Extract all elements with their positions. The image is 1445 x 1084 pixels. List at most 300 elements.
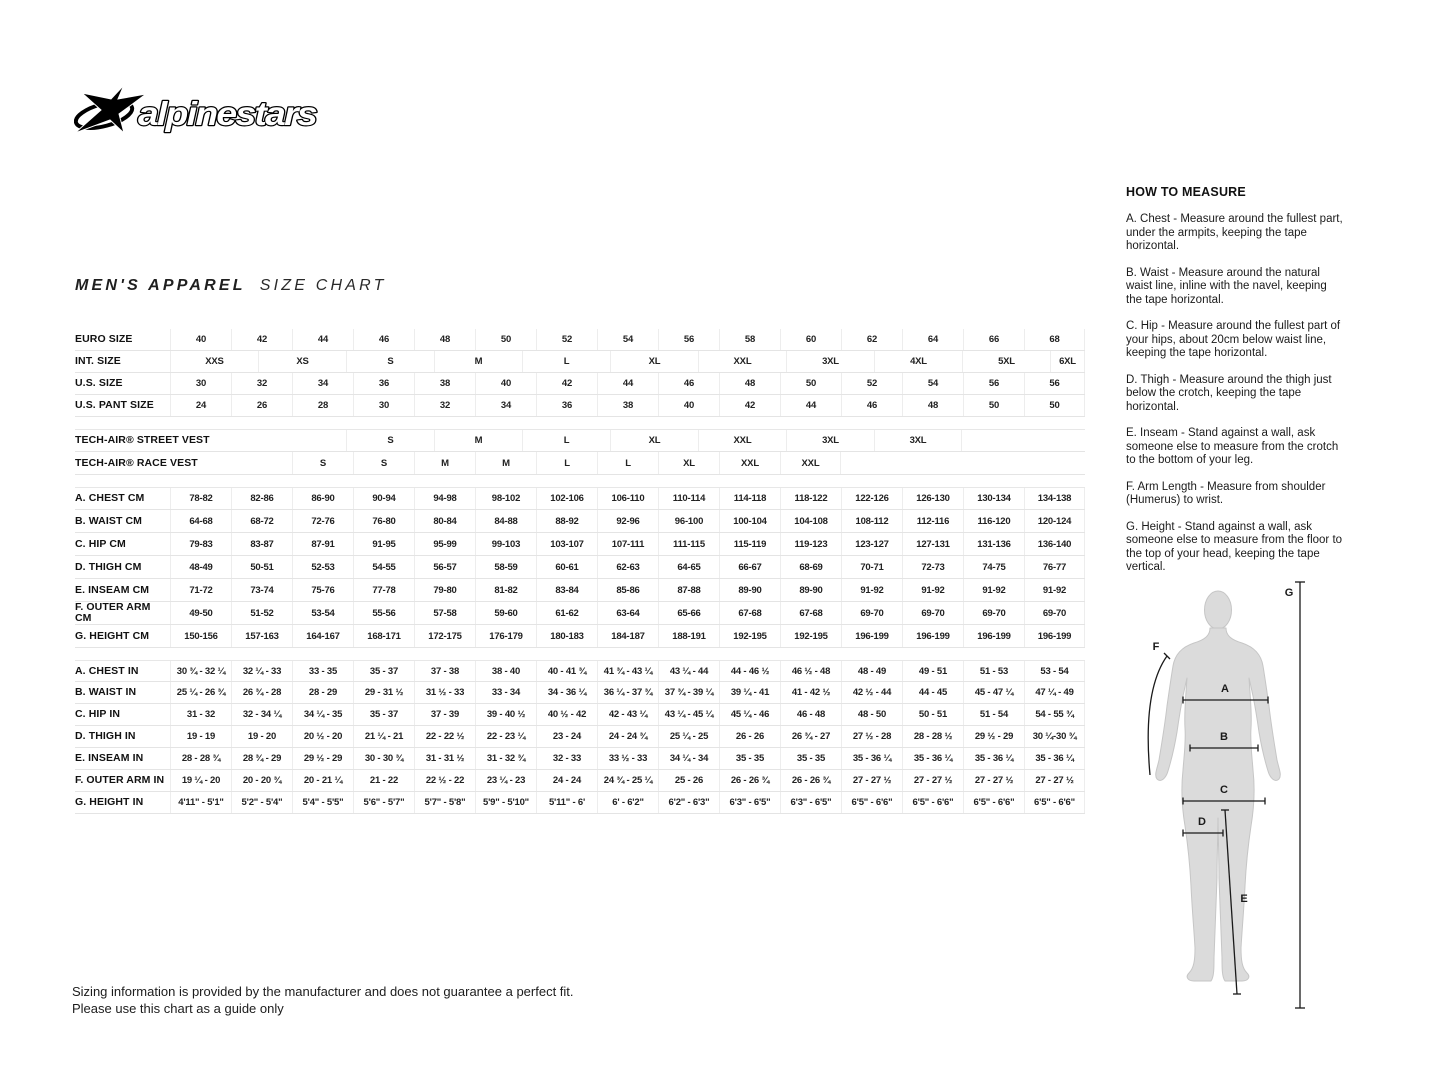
table-cell: 42 - 43 ¼ bbox=[597, 704, 658, 725]
label-f: F bbox=[1152, 641, 1160, 653]
table-cell: 39 ¼ - 41 bbox=[719, 682, 780, 703]
table-row bbox=[75, 625, 1085, 648]
table-cell: 42 ½ - 44 bbox=[841, 682, 902, 703]
table-cell: 40 bbox=[475, 373, 536, 394]
table-row bbox=[75, 770, 1085, 792]
table-cell: M bbox=[414, 452, 475, 474]
table-cell: 69-70 bbox=[963, 602, 1024, 624]
row-cells bbox=[170, 556, 1085, 578]
table-cell: 35 - 36 ¼ bbox=[963, 748, 1024, 769]
table-cell: 6'3" - 6'5" bbox=[780, 792, 841, 813]
table-cell: 35 - 35 bbox=[719, 748, 780, 769]
table-cell: 35 - 36 ¼ bbox=[1024, 748, 1085, 769]
table-cell: 116-120 bbox=[963, 510, 1024, 532]
table-row bbox=[75, 329, 1085, 351]
table-cell: 45 - 47 ¼ bbox=[963, 682, 1024, 703]
table-cell: 44 - 45 bbox=[902, 682, 963, 703]
table-cell: 6'5" - 6'6" bbox=[902, 792, 963, 813]
row-cells bbox=[170, 430, 1085, 451]
table-cell: 91-95 bbox=[353, 533, 414, 555]
table-cell: 30 - 30 ¾ bbox=[353, 748, 414, 769]
table-section-gap bbox=[75, 648, 1085, 660]
row-cells bbox=[170, 748, 1085, 769]
row-cells bbox=[170, 452, 1085, 474]
table-cell: 31 ½ - 33 bbox=[414, 682, 475, 703]
table-cell: 90-94 bbox=[353, 488, 414, 509]
row-label: INT. SIZE bbox=[75, 355, 121, 367]
table-cell: 38 - 40 bbox=[475, 661, 536, 681]
table-cell: 20 - 20 ¾ bbox=[231, 770, 292, 791]
table-cell: 48 bbox=[719, 373, 780, 394]
table-cell: 80-84 bbox=[414, 510, 475, 532]
table-cell: 44 bbox=[780, 395, 841, 416]
table-cell: 104-108 bbox=[780, 510, 841, 532]
table-cell: 77-78 bbox=[353, 579, 414, 601]
table-cell: 63-64 bbox=[597, 602, 658, 624]
table-cell: 76-77 bbox=[1024, 556, 1085, 578]
table-cell: 6'5" - 6'6" bbox=[963, 792, 1024, 813]
table-cell: 44 bbox=[597, 373, 658, 394]
table-cell: 30 bbox=[353, 395, 414, 416]
table-cell: 106-110 bbox=[597, 488, 658, 509]
table-cell: 26 - 26 ¾ bbox=[780, 770, 841, 791]
label-e: E bbox=[1240, 893, 1248, 905]
table-cell: 21 - 22 bbox=[353, 770, 414, 791]
table-row bbox=[75, 351, 1085, 373]
title-size-chart: SIZE CHART bbox=[259, 277, 387, 294]
table-cell: 48 bbox=[902, 395, 963, 416]
table-cell: XXL bbox=[780, 452, 841, 474]
measure-instruction: C. Hip - Measure around the fullest part of your hips, about 20cm below waist line, keeping the tape horizontal. bbox=[1126, 320, 1341, 359]
row-cells bbox=[170, 792, 1085, 813]
table-cell: 40 ½ - 42 bbox=[536, 704, 597, 725]
table-cell: 32 - 33 bbox=[536, 748, 597, 769]
table-cell: 37 - 39 bbox=[414, 704, 475, 725]
table-cell: 34 ¼ - 34 bbox=[658, 748, 719, 769]
table-cell: 25 ¼ - 26 ¾ bbox=[170, 682, 231, 703]
table-cell: 68-72 bbox=[231, 510, 292, 532]
table-cell: 76-80 bbox=[353, 510, 414, 532]
measure-instruction: G. Height - Stand against a wall, ask someone else to measure from the floor to the top of your head, keeping the tape vertical. bbox=[1126, 520, 1343, 573]
row-label: EURO SIZE bbox=[75, 333, 133, 345]
title-men-apparel: MEN'S APPAREL bbox=[75, 277, 246, 294]
table-cell: 45 ¼ - 46 bbox=[719, 704, 780, 725]
table-cell: 48 bbox=[414, 329, 475, 350]
table-cell: 103-107 bbox=[536, 533, 597, 555]
table-cell: 19 ¼ - 20 bbox=[170, 770, 231, 791]
table-cell: 59-60 bbox=[475, 602, 536, 624]
row-label: A. CHEST IN bbox=[75, 664, 139, 677]
row-cells bbox=[170, 395, 1085, 416]
table-cell: 5'9" - 5'10" bbox=[475, 792, 536, 813]
table-cell: 89-90 bbox=[780, 579, 841, 601]
row-label: A. CHEST CM bbox=[75, 492, 145, 504]
row-cells bbox=[170, 661, 1085, 681]
row-label: U.S. PANT SIZE bbox=[75, 399, 154, 411]
row-label: C. HIP IN bbox=[75, 708, 121, 720]
row-cells bbox=[170, 373, 1085, 394]
cell-spacer bbox=[170, 430, 346, 451]
row-cells bbox=[170, 602, 1085, 624]
table-cell: 27 - 27 ½ bbox=[963, 770, 1024, 791]
table-cell: 168-171 bbox=[353, 625, 414, 647]
measure-instruction: D. Thigh - Measure around the thigh just below the crotch, keeping the tape horizontal. bbox=[1126, 373, 1332, 413]
table-cell: 79-80 bbox=[414, 579, 475, 601]
table-cell: 36 ¼ - 37 ¾ bbox=[597, 682, 658, 703]
table-cell: 115-119 bbox=[719, 533, 780, 555]
table-cell: 27 - 27 ½ bbox=[841, 770, 902, 791]
table-cell: 35 - 37 bbox=[353, 661, 414, 681]
table-cell: 49-50 bbox=[170, 602, 231, 624]
disclaimer bbox=[72, 984, 574, 1017]
row-cells bbox=[170, 625, 1085, 647]
how-to-measure-panel bbox=[1126, 185, 1344, 588]
table-cell: 4'11" - 5'1" bbox=[170, 792, 231, 813]
table-row bbox=[75, 556, 1085, 579]
table-cell: 6'5" - 6'6" bbox=[1024, 792, 1085, 813]
table-cell: 26 - 26 ¾ bbox=[719, 770, 780, 791]
table-cell: 6'5" - 6'6" bbox=[841, 792, 902, 813]
table-cell: 28 bbox=[292, 395, 353, 416]
table-cell: 50-51 bbox=[231, 556, 292, 578]
table-cell: 112-116 bbox=[902, 510, 963, 532]
table-cell: 31 - 32 bbox=[170, 704, 231, 725]
table-cell: 98-102 bbox=[475, 488, 536, 509]
table-cell: 176-179 bbox=[475, 625, 536, 647]
table-cell: 52 bbox=[841, 373, 902, 394]
table-cell: 196-199 bbox=[963, 625, 1024, 647]
table-cell: 69-70 bbox=[1024, 602, 1085, 624]
table-cell: 40 - 41 ¾ bbox=[536, 661, 597, 681]
table-cell: 86-90 bbox=[292, 488, 353, 509]
table-cell: 49 - 51 bbox=[902, 661, 963, 681]
page-title bbox=[75, 277, 387, 295]
table-cell: 51 - 53 bbox=[963, 661, 1024, 681]
table-cell: 108-112 bbox=[841, 510, 902, 532]
table-cell: 54 - 55 ¾ bbox=[1024, 704, 1085, 725]
table-cell: 54-55 bbox=[353, 556, 414, 578]
table-cell: 196-199 bbox=[841, 625, 902, 647]
row-cells bbox=[170, 510, 1085, 532]
table-cell: 164-167 bbox=[292, 625, 353, 647]
table-cell: S bbox=[346, 430, 434, 451]
table-cell: 67-68 bbox=[780, 602, 841, 624]
row-label: C. HIP CM bbox=[75, 537, 126, 550]
table-cell: 66 bbox=[963, 329, 1024, 350]
table-cell: 131-136 bbox=[963, 533, 1024, 555]
table-cell: 83-87 bbox=[231, 533, 292, 555]
table-cell: 57-58 bbox=[414, 602, 475, 624]
disclaimer-line-1: Sizing information is provided by the manufacturer and does not guarantee a perfect fit. bbox=[72, 984, 574, 999]
table-cell: 89-90 bbox=[719, 579, 780, 601]
cell-spacer bbox=[170, 452, 292, 474]
table-cell: 136-140 bbox=[1024, 533, 1085, 555]
row-label: TECH-AIR® STREET VEST bbox=[75, 434, 210, 446]
table-cell: 68 bbox=[1024, 329, 1085, 350]
table-row bbox=[75, 373, 1085, 395]
table-cell: 157-163 bbox=[231, 625, 292, 647]
figure-body-silhouette bbox=[1156, 628, 1281, 981]
table-cell: 92-96 bbox=[597, 510, 658, 532]
measure-instruction: B. Waist - Measure around the natural waist line, inline with the navel, keeping the tape horizontal. bbox=[1126, 266, 1327, 306]
table-cell: 3XL bbox=[786, 351, 874, 372]
table-cell: 53-54 bbox=[292, 602, 353, 624]
table-cell: 34 ¼ - 35 bbox=[292, 704, 353, 725]
table-cell: 192-195 bbox=[719, 625, 780, 647]
table-cell: S bbox=[292, 452, 353, 474]
table-row bbox=[75, 660, 1085, 682]
table-cell: 48 - 50 bbox=[841, 704, 902, 725]
table-cell: 99-103 bbox=[475, 533, 536, 555]
table-cell: 32 bbox=[414, 395, 475, 416]
table-row bbox=[75, 602, 1085, 625]
table-cell: 53 - 54 bbox=[1024, 661, 1085, 681]
table-cell: 20 ½ - 20 bbox=[292, 726, 353, 747]
row-label: F. OUTER ARM CM bbox=[75, 601, 151, 624]
table-row bbox=[75, 510, 1085, 533]
table-cell: 27 ½ - 28 bbox=[841, 726, 902, 747]
table-cell: 19 - 20 bbox=[231, 726, 292, 747]
table-cell: 32 bbox=[231, 373, 292, 394]
table-cell: 72-73 bbox=[902, 556, 963, 578]
table-cell: 42 bbox=[719, 395, 780, 416]
table-cell: 110-114 bbox=[658, 488, 719, 509]
table-cell: 34 bbox=[292, 373, 353, 394]
table-cell: 25 ¼ - 25 bbox=[658, 726, 719, 747]
table-cell: 91-92 bbox=[902, 579, 963, 601]
table-cell: S bbox=[353, 452, 414, 474]
table-cell: 25 - 26 bbox=[658, 770, 719, 791]
table-cell: 50 bbox=[1024, 395, 1085, 416]
table-cell: 28 ¾ - 29 bbox=[231, 748, 292, 769]
table-cell: 28 - 29 bbox=[292, 682, 353, 703]
label-a: A bbox=[1221, 683, 1229, 695]
table-cell: 180-183 bbox=[536, 625, 597, 647]
row-label: E. INSEAM IN bbox=[75, 752, 144, 764]
figure-head bbox=[1205, 591, 1232, 629]
table-cell: 48-49 bbox=[170, 556, 231, 578]
measure-instruction: A. Chest - Measure around the fullest part, under the armpits, keeping the tape horizontal. bbox=[1126, 213, 1343, 252]
table-cell: 122-126 bbox=[841, 488, 902, 509]
table-cell: 43 ¼ - 44 bbox=[658, 661, 719, 681]
table-cell: 3XL bbox=[786, 430, 874, 451]
table-cell: 22 ½ - 22 bbox=[414, 770, 475, 791]
table-cell: 30 ¼-30 ¾ bbox=[1024, 726, 1085, 747]
table-cell: 69-70 bbox=[841, 602, 902, 624]
table-cell: 46 bbox=[658, 373, 719, 394]
table-cell: 26 ¾ - 27 bbox=[780, 726, 841, 747]
table-cell: 54 bbox=[597, 329, 658, 350]
table-cell: 30 ¾ - 32 ¼ bbox=[170, 661, 231, 681]
table-cell: 26 bbox=[231, 395, 292, 416]
table-row bbox=[75, 682, 1085, 704]
how-to-measure-title: HOW TO MEASURE bbox=[1126, 185, 1246, 199]
label-g: G bbox=[1284, 587, 1294, 599]
table-cell: 24 ¾ - 25 ¼ bbox=[597, 770, 658, 791]
table-cell: 31 - 32 ¾ bbox=[475, 748, 536, 769]
table-cell: 46 bbox=[353, 329, 414, 350]
table-cell: 50 bbox=[475, 329, 536, 350]
table-cell: XXS bbox=[170, 351, 258, 372]
table-cell: 55-56 bbox=[353, 602, 414, 624]
table-cell: 94-98 bbox=[414, 488, 475, 509]
table-cell: 46 bbox=[841, 395, 902, 416]
table-cell: 54 bbox=[902, 373, 963, 394]
table-cell: 120-124 bbox=[1024, 510, 1085, 532]
row-cells bbox=[170, 533, 1085, 555]
table-cell: 50 bbox=[963, 395, 1024, 416]
table-cell: 29 ½ - 29 bbox=[292, 748, 353, 769]
table-row bbox=[75, 579, 1085, 602]
table-cell: 31 - 31 ½ bbox=[414, 748, 475, 769]
table-cell: 71-72 bbox=[170, 579, 231, 601]
table-cell: 73-74 bbox=[231, 579, 292, 601]
table-row bbox=[75, 487, 1085, 510]
table-cell: 41 - 42 ½ bbox=[780, 682, 841, 703]
table-cell: 64-65 bbox=[658, 556, 719, 578]
table-cell: XXL bbox=[719, 452, 780, 474]
row-label: B. WAIST IN bbox=[75, 686, 137, 698]
table-row bbox=[75, 726, 1085, 748]
table-cell: 34 bbox=[475, 395, 536, 416]
table-cell: 68-69 bbox=[780, 556, 841, 578]
table-cell: 56-57 bbox=[414, 556, 475, 578]
table-cell: 85-86 bbox=[597, 579, 658, 601]
table-cell: 24 - 24 bbox=[536, 770, 597, 791]
table-cell: 50 - 51 bbox=[902, 704, 963, 725]
table-row bbox=[75, 533, 1085, 556]
row-label: G. HEIGHT IN bbox=[75, 796, 144, 808]
table-cell: 130-134 bbox=[963, 488, 1024, 509]
row-cells bbox=[170, 770, 1085, 791]
table-cell: 38 bbox=[414, 373, 475, 394]
row-cells bbox=[170, 329, 1085, 350]
table-cell: 5'6" - 5'7" bbox=[353, 792, 414, 813]
table-cell: 37 - 38 bbox=[414, 661, 475, 681]
table-cell: 6XL bbox=[1050, 351, 1085, 372]
row-label: TECH-AIR® RACE VEST bbox=[75, 456, 198, 469]
table-cell: 52-53 bbox=[292, 556, 353, 578]
table-cell: 33 - 35 bbox=[292, 661, 353, 681]
table-cell: 44 - 46 ½ bbox=[719, 661, 780, 681]
table-cell: 50 bbox=[780, 373, 841, 394]
table-section-gap bbox=[75, 475, 1085, 487]
row-label: B. WAIST CM bbox=[75, 514, 143, 527]
table-cell: 27 - 27 ½ bbox=[902, 770, 963, 791]
table-cell: 126-130 bbox=[902, 488, 963, 509]
table-cell: XL bbox=[610, 430, 698, 451]
table-cell: L bbox=[522, 430, 610, 451]
table-cell: 62-63 bbox=[597, 556, 658, 578]
table-cell: 46 - 48 bbox=[780, 704, 841, 725]
size-table bbox=[75, 329, 1085, 814]
table-cell: 127-131 bbox=[902, 533, 963, 555]
table-cell: 111-115 bbox=[658, 533, 719, 555]
table-cell: 19 - 19 bbox=[170, 726, 231, 747]
table-cell: 32 ¼ - 33 bbox=[231, 661, 292, 681]
table-cell: 5XL bbox=[962, 351, 1050, 372]
table-cell: 27 - 27 ½ bbox=[1024, 770, 1085, 791]
table-cell: 42 bbox=[231, 329, 292, 350]
table-cell: 75-76 bbox=[292, 579, 353, 601]
table-cell: 91-92 bbox=[963, 579, 1024, 601]
table-cell: 188-191 bbox=[658, 625, 719, 647]
row-cells bbox=[170, 579, 1085, 601]
table-row bbox=[75, 748, 1085, 770]
table-cell: M bbox=[434, 430, 522, 451]
table-cell: XS bbox=[258, 351, 346, 372]
table-cell: 23 - 24 bbox=[536, 726, 597, 747]
row-label: G. HEIGHT CM bbox=[75, 629, 150, 642]
table-cell: 26 ¾ - 28 bbox=[231, 682, 292, 703]
table-cell: 56 bbox=[658, 329, 719, 350]
table-cell: 91-92 bbox=[841, 579, 902, 601]
table-cell: 40 bbox=[170, 329, 231, 350]
table-cell: 35 - 37 bbox=[353, 704, 414, 725]
label-c: C bbox=[1220, 784, 1228, 796]
measure-instruction: E. Inseam - Stand against a wall, ask someone else to measure from the crotch to the bottom of your leg. bbox=[1126, 427, 1339, 466]
table-cell: 79-83 bbox=[170, 533, 231, 555]
row-cells bbox=[170, 488, 1085, 509]
disclaimer-line-2: Please use this chart as a guide only bbox=[72, 1000, 284, 1016]
table-cell: 81-82 bbox=[475, 579, 536, 601]
table-cell: 114-118 bbox=[719, 488, 780, 509]
table-cell: 100-104 bbox=[719, 510, 780, 532]
table-cell: 88-92 bbox=[536, 510, 597, 532]
table-cell: 96-100 bbox=[658, 510, 719, 532]
table-cell: XL bbox=[658, 452, 719, 474]
table-cell: 38 bbox=[597, 395, 658, 416]
table-cell: 51 - 54 bbox=[963, 704, 1024, 725]
row-label: D. THIGH IN bbox=[75, 730, 136, 742]
row-cells bbox=[170, 704, 1085, 725]
table-cell: 56 bbox=[1024, 373, 1085, 394]
label-d: D bbox=[1198, 816, 1206, 828]
table-cell: 184-187 bbox=[597, 625, 658, 647]
table-cell: 5'11" - 6' bbox=[536, 792, 597, 813]
table-cell: 30 bbox=[170, 373, 231, 394]
table-cell: 72-76 bbox=[292, 510, 353, 532]
table-cell: L bbox=[597, 452, 658, 474]
table-cell: M bbox=[434, 351, 522, 372]
table-cell: 95-99 bbox=[414, 533, 475, 555]
table-cell: 192-195 bbox=[780, 625, 841, 647]
row-cells bbox=[170, 726, 1085, 747]
table-cell: 60 bbox=[780, 329, 841, 350]
table-row bbox=[75, 452, 1085, 475]
table-cell: 65-66 bbox=[658, 602, 719, 624]
table-cell: XXL bbox=[698, 430, 786, 451]
table-cell: 74-75 bbox=[963, 556, 1024, 578]
table-cell: 58-59 bbox=[475, 556, 536, 578]
table-cell: 35 - 36 ¼ bbox=[841, 748, 902, 769]
table-cell: 35 - 36 ¼ bbox=[902, 748, 963, 769]
table-cell: 84-88 bbox=[475, 510, 536, 532]
table-cell: 62 bbox=[841, 329, 902, 350]
table-cell: 23 ¼ - 23 bbox=[475, 770, 536, 791]
table-cell: 67-68 bbox=[719, 602, 780, 624]
row-label: F. OUTER ARM IN bbox=[75, 774, 165, 786]
table-cell: 61-62 bbox=[536, 602, 597, 624]
table-cell: 33 ½ - 33 bbox=[597, 748, 658, 769]
row-label: E. INSEAM CM bbox=[75, 583, 150, 596]
table-cell: 5'7" - 5'8" bbox=[414, 792, 475, 813]
table-cell: 46 ½ - 48 bbox=[780, 661, 841, 681]
table-cell: 39 - 40 ½ bbox=[475, 704, 536, 725]
table-cell: 35 - 35 bbox=[780, 748, 841, 769]
table-cell: 4XL bbox=[874, 351, 962, 372]
table-cell: 119-123 bbox=[780, 533, 841, 555]
